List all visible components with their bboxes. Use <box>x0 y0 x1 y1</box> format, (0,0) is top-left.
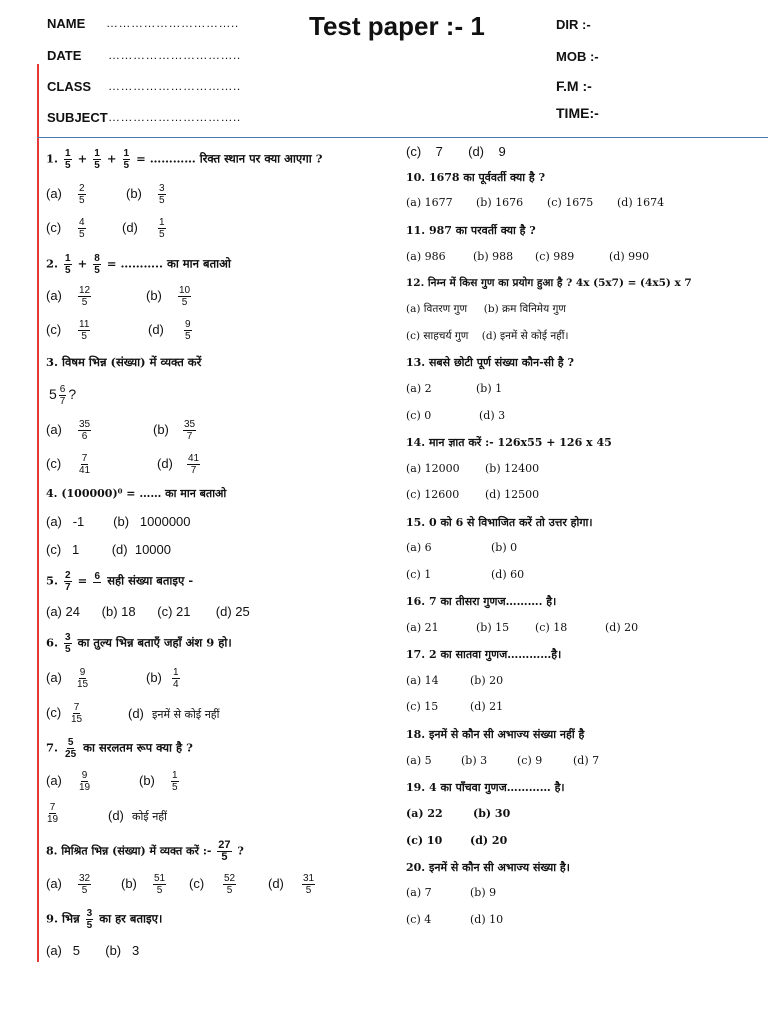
q9-options[interactable]: (a) 5 (b) 3 <box>46 943 140 958</box>
q19-option-a[interactable]: (a) 22 <box>406 807 443 820</box>
q13-option-d[interactable]: (d) 3 <box>479 409 506 422</box>
question-1: 1. $\frac{1}{5}$ + $\frac{1}{5}$ + $\frac{1}{5}$ = ………… रिक्त स्थान पर क्या आएगा ? <box>46 148 323 171</box>
question-13: 13. सबसे छोटी पूर्ण संख्या कौन-सी है ? <box>406 356 574 369</box>
q3-option-c[interactable]: (c) $\frac{7}{41}$ <box>46 453 91 476</box>
q15-option-c[interactable]: (c) 1 <box>406 568 432 581</box>
time-label: TIME:- <box>556 105 599 121</box>
q11-option-a[interactable]: (a) 986 <box>406 250 446 263</box>
subject-field[interactable]: ………………………….. <box>108 110 241 124</box>
q1-option-c[interactable]: (c) $\frac{4}{5}$ <box>46 217 85 240</box>
class-label: CLASS <box>47 79 92 94</box>
q4-options-row-1[interactable]: (a) -1 (b) 1000000 <box>46 514 191 529</box>
question-6: 6. $\frac{3}{5}$ का तुल्य भिन्न बताएँ जहाँ अंश 9 हो। <box>46 632 232 655</box>
q19-option-c[interactable]: (c) 10 <box>406 834 443 847</box>
q7-option-c[interactable]: $\frac{7}{19}$ <box>47 802 59 825</box>
class-field[interactable]: ………………………….. <box>108 79 241 93</box>
q16-option-b[interactable]: (b) 15 <box>476 621 510 634</box>
question-14: 14. मान ज्ञात करें :- 126x55 + 126 x 45 <box>406 436 612 449</box>
header-divider <box>37 137 768 138</box>
q3-option-b[interactable]: (b) $\frac{35}{7}$ <box>153 419 196 442</box>
margin-line <box>37 64 39 962</box>
q14-option-c[interactable]: (c) 12600 <box>406 488 460 501</box>
q19-option-b[interactable]: (b) 30 <box>473 807 511 820</box>
question-7: 7. $\frac{5}{25}$ का सरलतम रूप क्या है ? <box>46 737 193 760</box>
q11-option-b[interactable]: (b) 988 <box>473 250 514 263</box>
q18-option-b[interactable]: (b) 3 <box>461 754 488 767</box>
q17-option-a[interactable]: (a) 14 <box>406 674 439 687</box>
q12-options-row-2[interactable]: (c) साहचर्य गुण (d) इनमें से कोई नहीं। <box>406 330 569 342</box>
q13-option-a[interactable]: (a) 2 <box>406 382 432 395</box>
question-4: 4. (100000)⁰ = …… का मान बताओ <box>46 487 227 500</box>
fm-label: F.M :- <box>556 78 592 94</box>
q2-option-a[interactable]: (a) $\frac{12}{5}$ <box>46 285 91 308</box>
q16-option-d[interactable]: (d) 20 <box>605 621 639 634</box>
q2-option-b[interactable]: (b) $\frac{10}{5}$ <box>146 285 191 308</box>
q1-option-d[interactable]: (d) $\frac{1}{5}$ <box>122 217 165 240</box>
question-18: 18. इनमें से कौन सी अभाज्य संख्या नहीं है <box>406 728 585 741</box>
q1-option-a[interactable]: (a) $\frac{2}{5}$ <box>46 183 85 206</box>
q7-option-d[interactable]: (d) कोई नहीं <box>108 808 167 823</box>
q9-options-continued[interactable]: (c) 7 (d) 9 <box>406 144 506 159</box>
q8-option-b[interactable]: (b) $\frac{51}{5}$ <box>121 873 166 896</box>
q4-options-row-2[interactable]: (c) 1 (d) 10000 <box>46 542 171 557</box>
question-2: 2. $\frac{1}{5}$ + $\frac{8}{5}$ = ……….. का मान बताओ <box>46 253 231 276</box>
q16-option-c[interactable]: (c) 18 <box>535 621 568 634</box>
question-9: 9. भिन्न $\frac{3}{5}$ का हर बताइए। <box>46 908 163 931</box>
q6-option-c[interactable]: (c) $\frac{7}{15}$ <box>46 702 83 725</box>
q20-option-b[interactable]: (b) 9 <box>470 886 497 899</box>
q17-option-b[interactable]: (b) 20 <box>470 674 504 687</box>
question-10: 10. 1678 का पूर्ववर्ती क्या है ? <box>406 171 546 184</box>
q15-option-a[interactable]: (a) 6 <box>406 541 432 554</box>
question-17: 17. 2 का सातवा गुणज…………है। <box>406 648 562 661</box>
question-15: 15. 0 को 6 से विभाजित करें तो उत्तर होगा। <box>406 516 593 529</box>
q15-option-d[interactable]: (d) 60 <box>491 568 525 581</box>
q17-option-c[interactable]: (c) 15 <box>406 700 439 713</box>
question-5: 5. $\frac{2}{7}$ = 6 सही संख्या बताइए - <box>46 570 194 593</box>
q10-option-b[interactable]: (b) 1676 <box>476 196 524 209</box>
q6-option-d[interactable]: (d) इनमें से कोई नहीं <box>128 706 220 721</box>
q11-option-c[interactable]: (c) 989 <box>535 250 575 263</box>
mob-label: MOB :- <box>556 49 599 64</box>
q16-option-a[interactable]: (a) 21 <box>406 621 439 634</box>
q11-option-d[interactable]: (d) 990 <box>609 250 650 263</box>
q8-option-c[interactable]: (c) $\frac{52}{5}$ <box>189 873 236 896</box>
q3-option-a[interactable]: (a) $\frac{35}{6}$ <box>46 419 91 442</box>
q7-option-b[interactable]: (b) $\frac{1}{5}$ <box>139 770 178 793</box>
question-3: 3. विषम भिन्न (संख्या) में व्यक्त करें <box>46 355 202 369</box>
q5-options[interactable]: (a) 24 (b) 18 (c) 21 (d) 25 <box>46 604 250 619</box>
question-19: 19. 4 का पाँचवा गुणज………… है। <box>406 781 565 794</box>
q14-option-d[interactable]: (d) 12500 <box>485 488 540 501</box>
q10-option-a[interactable]: (a) 1677 <box>406 196 453 209</box>
date-field[interactable]: ………………………….. <box>108 48 241 62</box>
q20-option-d[interactable]: (d) 10 <box>470 913 504 926</box>
q10-option-d[interactable]: (d) 1674 <box>617 196 665 209</box>
q7-option-a[interactable]: (a) $\frac{9}{19}$ <box>46 770 91 793</box>
q18-option-d[interactable]: (d) 7 <box>573 754 600 767</box>
q13-option-c[interactable]: (c) 0 <box>406 409 432 422</box>
question-16: 16. 7 का तीसरा गुणज………. है। <box>406 595 557 608</box>
q3-mixed-number: 5 $\frac{6}{7}$ ? <box>49 384 77 407</box>
q2-option-d[interactable]: (d) $\frac{9}{5}$ <box>148 319 191 342</box>
question-20: 20. इनमें से कौन सी अभाज्य संख्या है। <box>406 861 570 874</box>
page-title: Test paper :- 1 <box>309 11 485 41</box>
dir-label: DIR :- <box>556 17 591 32</box>
subject-label: SUBJECT <box>47 110 108 125</box>
q2-option-c[interactable]: (c) $\frac{11}{5}$ <box>46 319 90 342</box>
q13-option-b[interactable]: (b) 1 <box>476 382 503 395</box>
q12-options-row-1[interactable]: (a) वितरण गुण (b) क्रम विनिमेय गुण <box>406 303 566 315</box>
q17-option-d[interactable]: (d) 21 <box>470 700 504 713</box>
q20-option-c[interactable]: (c) 4 <box>406 913 432 926</box>
q3-option-d[interactable]: (d) $\frac{41}{7}$ <box>157 453 200 476</box>
q15-option-b[interactable]: (b) 0 <box>491 541 518 554</box>
q8-option-d[interactable]: (d) $\frac{31}{5}$ <box>268 873 315 896</box>
question-12: 12. निम्न में किस गुण का प्रयोग हुआ है ? 4x (5x7) = (4x5) x 7 <box>406 277 692 289</box>
name-label: NAME <box>47 16 86 31</box>
q8-option-a[interactable]: (a) $\frac{32}{5}$ <box>46 873 91 896</box>
q1-option-b[interactable]: (b) $\frac{3}{5}$ <box>126 183 165 206</box>
question-8: 8. मिश्रित भिन्न (संख्या) में व्यक्त करें :- $\frac{27}{5}$ ? <box>46 839 244 863</box>
q14-option-b[interactable]: (b) 12400 <box>485 462 540 475</box>
q18-option-a[interactable]: (a) 5 <box>406 754 432 767</box>
q18-option-c[interactable]: (c) 9 <box>517 754 543 767</box>
date-label: DATE <box>47 48 82 63</box>
question-11: 11. 987 का परवर्ती क्या है ? <box>406 224 536 237</box>
q6-option-b[interactable]: (b) $\frac{1}{4}$ <box>146 667 179 690</box>
q19-option-d[interactable]: (d) 20 <box>470 834 508 847</box>
q10-option-c[interactable]: (c) 1675 <box>547 196 594 209</box>
name-field[interactable]: ………………………….. <box>106 16 239 30</box>
q20-option-a[interactable]: (a) 7 <box>406 886 432 899</box>
q14-option-a[interactable]: (a) 12000 <box>406 462 460 475</box>
q6-option-a[interactable]: (a) $\frac{9}{15}$ <box>46 667 89 690</box>
